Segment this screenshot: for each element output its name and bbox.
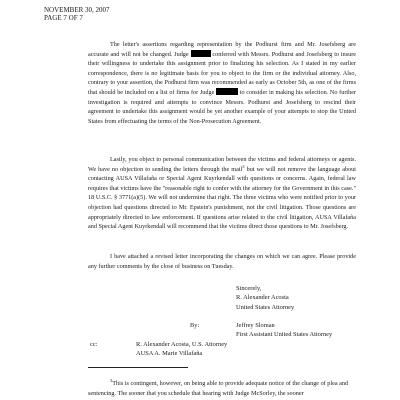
signature-block [236, 284, 294, 312]
redaction-bar [191, 50, 211, 57]
cc-list [136, 340, 227, 359]
footnote-text: This is contingent, however, on being able to provide adequate notice of the change of plea and sentencing. The sooner that you schedule that hearing with Judge McSorley, the sooner [88, 380, 349, 397]
paragraph-text: conferred with Messrs. Podhurst and Josefsberg to insure their willingness to undertake this assignment prior to finalizing his selection. As I stated in my earlier correspondence, there is no legitimate basis for you to object to the firm or the individual attorney. Also, contrary to your assertion, the Podhurst firm was recommended as early as October 5th, as one of the firms that should be included on a list of firms for Judge [88, 50, 356, 96]
footnote-mark: 3 [110, 377, 113, 383]
by-label: By: [190, 322, 200, 329]
signer-title: United States Attorney [236, 303, 295, 311]
header-date: NOVEMBER 30, 2007 [44, 6, 110, 14]
paragraph-communication [88, 155, 356, 232]
cc-recipient: R. Alexander Acosta, U.S. Attorney [136, 341, 228, 348]
footnote [88, 379, 358, 398]
by-name: Jeffrey Sloman [236, 322, 275, 329]
paragraph-text: but we will not remove the language about contacting AUSA Villafaña or Special Agent Kuyrkendall with questions or concerns. Again, federal law requires that victims have the "reasonable right to confer with the attorney for the Government in this case." 18 U.S.C. § 3771(a)(5). We will not undermine that right. The three victims who were notified prior to your objection had questions directed to Mr. Epstein's punishment, not the civil litigation. Those questions are appropriately directed to law enforcement. If questions arise related to the civil litigation, AUSA Villafaña and Special Agent Kuyrkendall will recommend that the victims direct those questions to Mr. Josefsberg. [88, 165, 356, 231]
paragraph-representation [88, 40, 356, 126]
footnote-reference: 3 [242, 163, 245, 169]
paragraph-text: The letter's assertions regarding representation by the Podhurst firm and Mr. Josefsberg are accurate and will not be changed. Judge [88, 41, 356, 58]
redaction-bar [216, 88, 238, 95]
by-signature-block [236, 321, 332, 340]
paragraph-text: to consider in making his selection. No further investigation is required and attempts to convince Messrs. Podhurst and Josefsberg to rescind their agreement to undertake this assignment would be yet another example of your attempts to stop the United States from effectuating the terms of the Non-Prosecution Agreement. [88, 88, 357, 125]
paragraph-attachment: I have attached a revised letter incorporating the changes on which we can agree. Please provide any further comments by the close of business on Tuesday. [88, 253, 356, 270]
by-title: First Assistant United States Attorney [236, 331, 333, 339]
header-page-number: PAGE 7 OF 7 [44, 14, 83, 22]
closing-salutation: Sincerely, [236, 285, 262, 292]
paragraph-text: Lastly, you object to personal communication between the victims and federal attorneys or agents. We have no objection to sending the letters through the mail [88, 156, 356, 173]
signer-name: R. Alexander Acosta [236, 294, 289, 302]
footnote-divider [88, 367, 188, 368]
cc-recipient: AUSA A. Marie Villafaña [136, 350, 203, 358]
cc-label: cc: [90, 341, 98, 348]
